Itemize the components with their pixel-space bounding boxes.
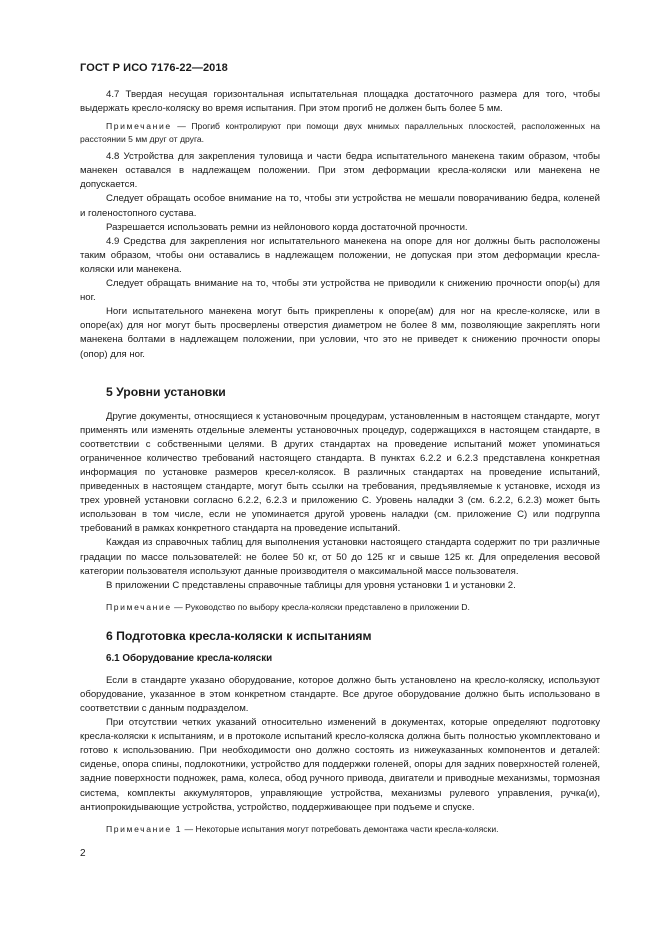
note-section-5 (80, 601, 600, 614)
clause-4-7: 4.7 Твердая несущая горизонтальная испытательная площадка достаточного размера для того, чтобы выдержать кресло-коляску во время испытания. При этом прогиб не должен быть более 5 мм. (80, 89, 600, 115)
note-text: — Прогиб контролируют при помощи двух мнимых параллельных плоскостей, расположенных на расстоянии 5 мм друг от друга. (80, 121, 600, 145)
note-text: — Некоторые испытания могут потребовать демонтажа части кресла-коляски. (182, 823, 499, 834)
clause-4-8: 4.8 Устройства для закрепления туловища и части бедра испытательного манекена таким образом, чтобы манекен оставался в надлежащем положении. При этом деформации кресла-коляски или манекена не допускается. (80, 151, 600, 191)
document-header: ГОСТ Р ИСО 7176-22—2018 (80, 62, 228, 74)
subsection-6-1-heading: 6.1 Оборудование кресла-коляски (106, 652, 273, 664)
section-5-heading: 5 Уровни установки (106, 384, 226, 399)
section-6-heading: 6 Подготовка кресла-коляски к испытаниям (106, 628, 372, 643)
page-number: 2 (80, 848, 86, 859)
note-label: Примечание (106, 601, 172, 612)
clause-4-8-para-3: Разрешается использовать ремни из нейлонового корда достаточной прочности. (106, 221, 468, 233)
section-5-para-1: Другие документы, относящиеся к установочным процедурам, установленным в настоящем стандарте, могут применять или изменять отдельные элементы установочных процедур, содержащихся в настоящем стандарте, в соответствии с собственными целями. В других стандартах на проведение испытаний может упоминаться ограниченное количество требований настоящего стандарта. В пунктах 6.2.2 и 6.2.3 представлена конкретная информация по установке размеров кресел-колясок. В различных стандартах на проведение испытаний, приведенных в настоящем стандарте, могут быть ссылки на требования, предъявляемые к установке, исходя из трех уровней установки согласно 6.2.2, 6.2.3 и приложению С. Уровень наладки 3 (см. 6.2.2, 6.2.3) может быть использован в том числе, если не упоминается другой уровень наладки (см. приложение С) или подгруппа требований в рамках конкретного стандарта на проведение испытаний. (80, 410, 600, 535)
section-6-1-para-1: Если в стандарте указано оборудование, которое должно быть установлено на кресло-коляску, используют оборудование, указанное в этом конкретном стандарте. Все другое оборудование должно быть использовано в соответствии с данным подразделом. (80, 674, 600, 714)
clause-4-8-para-2: Следует обращать особое внимание на то, чтобы эти устройства не мешали поворачиванию бедра, коленей и голеностопного сустава. (80, 193, 600, 219)
note-text: — Руководство по выбору кресла-коляски представлено в приложении D. (171, 601, 470, 612)
clause-4-9: 4.9 Средства для закрепления ног испытательного манекена на опоре для ног должны быть расположены таким образом, чтобы они оставались в надлежащем положении, не допуская при этом деформации кресла-коляски или манекена. (80, 235, 600, 275)
section-5-para-2: Каждая из справочных таблиц для выполнения установки настоящего стандарта содержит по три различные градации по массе пользователей: не более 50 кг, от 50 до 125 кг и свыше 125 кг. Для определения весовой категории пользователя используют данные производителя о максимальной массе пользователя. (80, 537, 600, 577)
document-body (80, 88, 600, 836)
note-label: Примечание 1 (106, 823, 183, 834)
clause-4-9-para-2: Следует обращать внимание на то, чтобы эти устройства не приводили к снижению прочности опор(ы) для ног. (80, 278, 600, 304)
section-6-1-para-2: При отсутствии четких указаний относительно изменений в документах, которые определяют подготовку кресла-коляски к испытаниям, и в протоколе испытаний кресло-коляска должна быть полностью укомплектовано и готово к использованию. При необходимости оно должно состоять из нижеуказанных компонентов и деталей: сиденье, опора спины, подлокотники, устройство для поддержки голеней, опоры для задних поверхностей голеней, задние поверхности подножек, рама, колеса, обод ручного привода, двигатели и приводные механизмы, тормозная система, комплекты аккумуляторов, управляющие устройства, механизмы рулевого управления, ручка(и), антиопрокидывающие устройства, устройство, поддерживающее при подъеме и спуске. (80, 717, 600, 813)
section-5-para-3: В приложении С представлены справочные таблицы для уровня установки 1 и установки 2. (106, 579, 516, 591)
note-1-section-6 (80, 823, 600, 836)
note-label: Примечание (106, 121, 172, 132)
note-4-7 (80, 120, 600, 146)
clause-4-9-para-3: Ноги испытательного манекена могут быть прикреплены к опоре(ам) для ног на кресле-коляске, или в опоре(ах) для ног могут быть просверлены отверстия диаметром не более 8 мм, позволяющие закреплять ноги манекена болтами в надлежащем положении, при условии, что это не приведет к снижению прочности опоры (опор) для ног. (80, 306, 600, 360)
